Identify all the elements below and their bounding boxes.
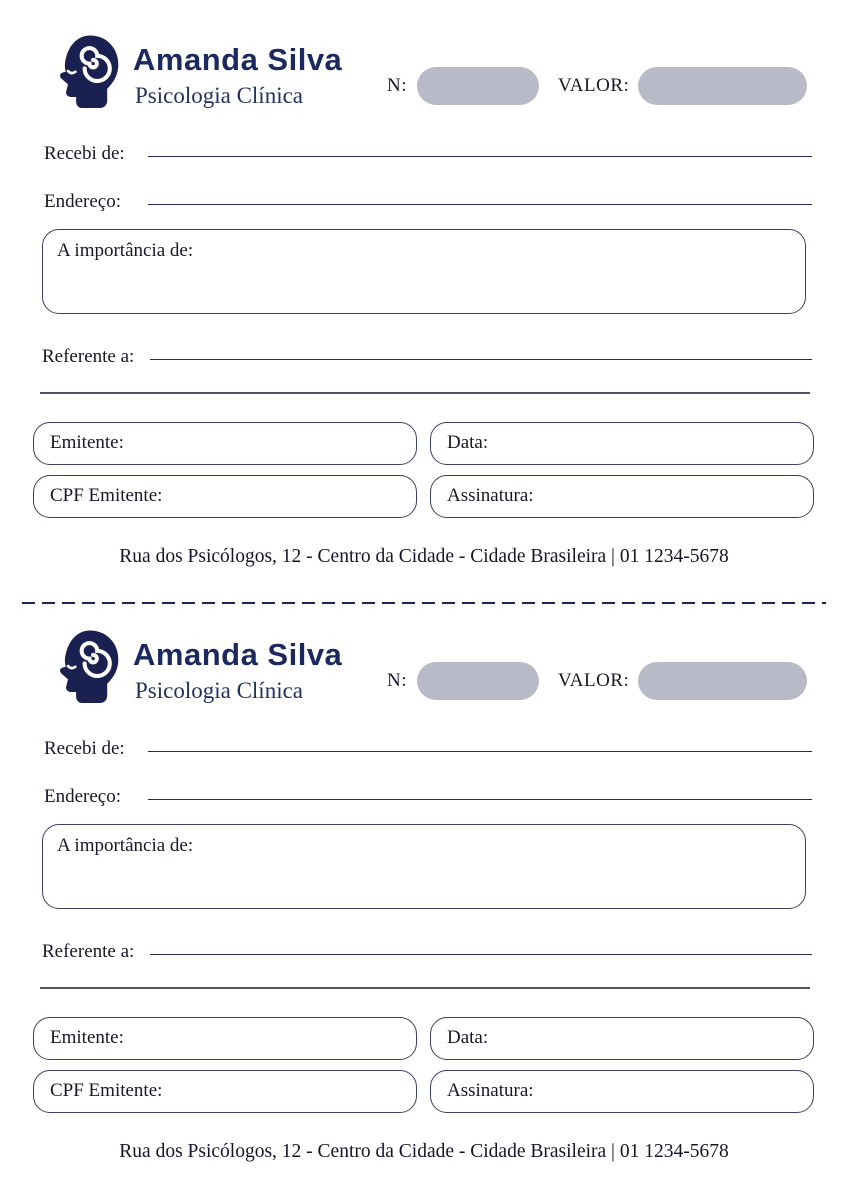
address-label: Endereço: <box>44 191 122 212</box>
date-field[interactable] <box>430 1017 814 1060</box>
issuer-field[interactable] <box>33 1017 417 1060</box>
brand-name: Amanda Silva <box>133 42 343 77</box>
number-label: N: <box>387 670 407 691</box>
amount-label: A importância de: <box>57 240 194 261</box>
value-field[interactable] <box>638 67 807 105</box>
address-field[interactable] <box>148 799 812 800</box>
regarding-field[interactable] <box>150 359 812 360</box>
date-label: Data: <box>447 432 489 453</box>
address-field[interactable] <box>148 204 812 205</box>
issuer-cpf-field[interactable] <box>33 1070 417 1113</box>
brand-subtitle: Psicologia Clínica <box>135 678 304 703</box>
receipt-copy-1 <box>0 0 848 595</box>
issuer-cpf-label: CPF Emitente: <box>50 1080 163 1101</box>
value-label: VALOR: <box>558 75 630 96</box>
date-label: Data: <box>447 1027 489 1048</box>
issuer-field[interactable] <box>33 422 417 465</box>
issuer-cpf-field[interactable] <box>33 475 417 518</box>
contact-footer: Rua dos Psicólogos, 12 - Centro da Cidade - Cidade Brasileira | 01 1234-5678 <box>119 1141 729 1162</box>
regarding-field[interactable] <box>150 954 812 955</box>
regarding-label: Referente a: <box>42 346 135 367</box>
brand-subtitle: Psicologia Clínica <box>135 83 304 108</box>
brand-name: Amanda Silva <box>133 637 343 672</box>
number-label: N: <box>387 75 407 96</box>
amount-field[interactable] <box>42 824 806 909</box>
issuer-cpf-label: CPF Emitente: <box>50 485 163 506</box>
head-spiral-logo-icon <box>48 628 122 710</box>
received-from-label: Recebi de: <box>44 738 125 759</box>
signature-field[interactable] <box>430 1070 814 1113</box>
amount-label: A importância de: <box>57 835 194 856</box>
value-field[interactable] <box>638 662 807 700</box>
receipt-copy-2 <box>0 595 848 1190</box>
signature-field[interactable] <box>430 475 814 518</box>
received-from-label: Recebi de: <box>44 143 125 164</box>
head-spiral-logo-icon <box>48 33 122 115</box>
issuer-label: Emitente: <box>50 1027 124 1048</box>
number-field[interactable] <box>417 67 539 105</box>
date-field[interactable] <box>430 422 814 465</box>
contact-footer: Rua dos Psicólogos, 12 - Centro da Cidade - Cidade Brasileira | 01 1234-5678 <box>119 546 729 567</box>
signature-label: Assinatura: <box>447 485 534 506</box>
signature-label: Assinatura: <box>447 1080 534 1101</box>
number-field[interactable] <box>417 662 539 700</box>
value-label: VALOR: <box>558 670 630 691</box>
regarding-label: Referente a: <box>42 941 135 962</box>
issuer-label: Emitente: <box>50 432 124 453</box>
amount-field[interactable] <box>42 229 806 314</box>
address-label: Endereço: <box>44 786 122 807</box>
received-from-field[interactable] <box>148 156 812 157</box>
received-from-field[interactable] <box>148 751 812 752</box>
regarding-extra-line[interactable] <box>40 392 810 394</box>
regarding-extra-line[interactable] <box>40 987 810 989</box>
